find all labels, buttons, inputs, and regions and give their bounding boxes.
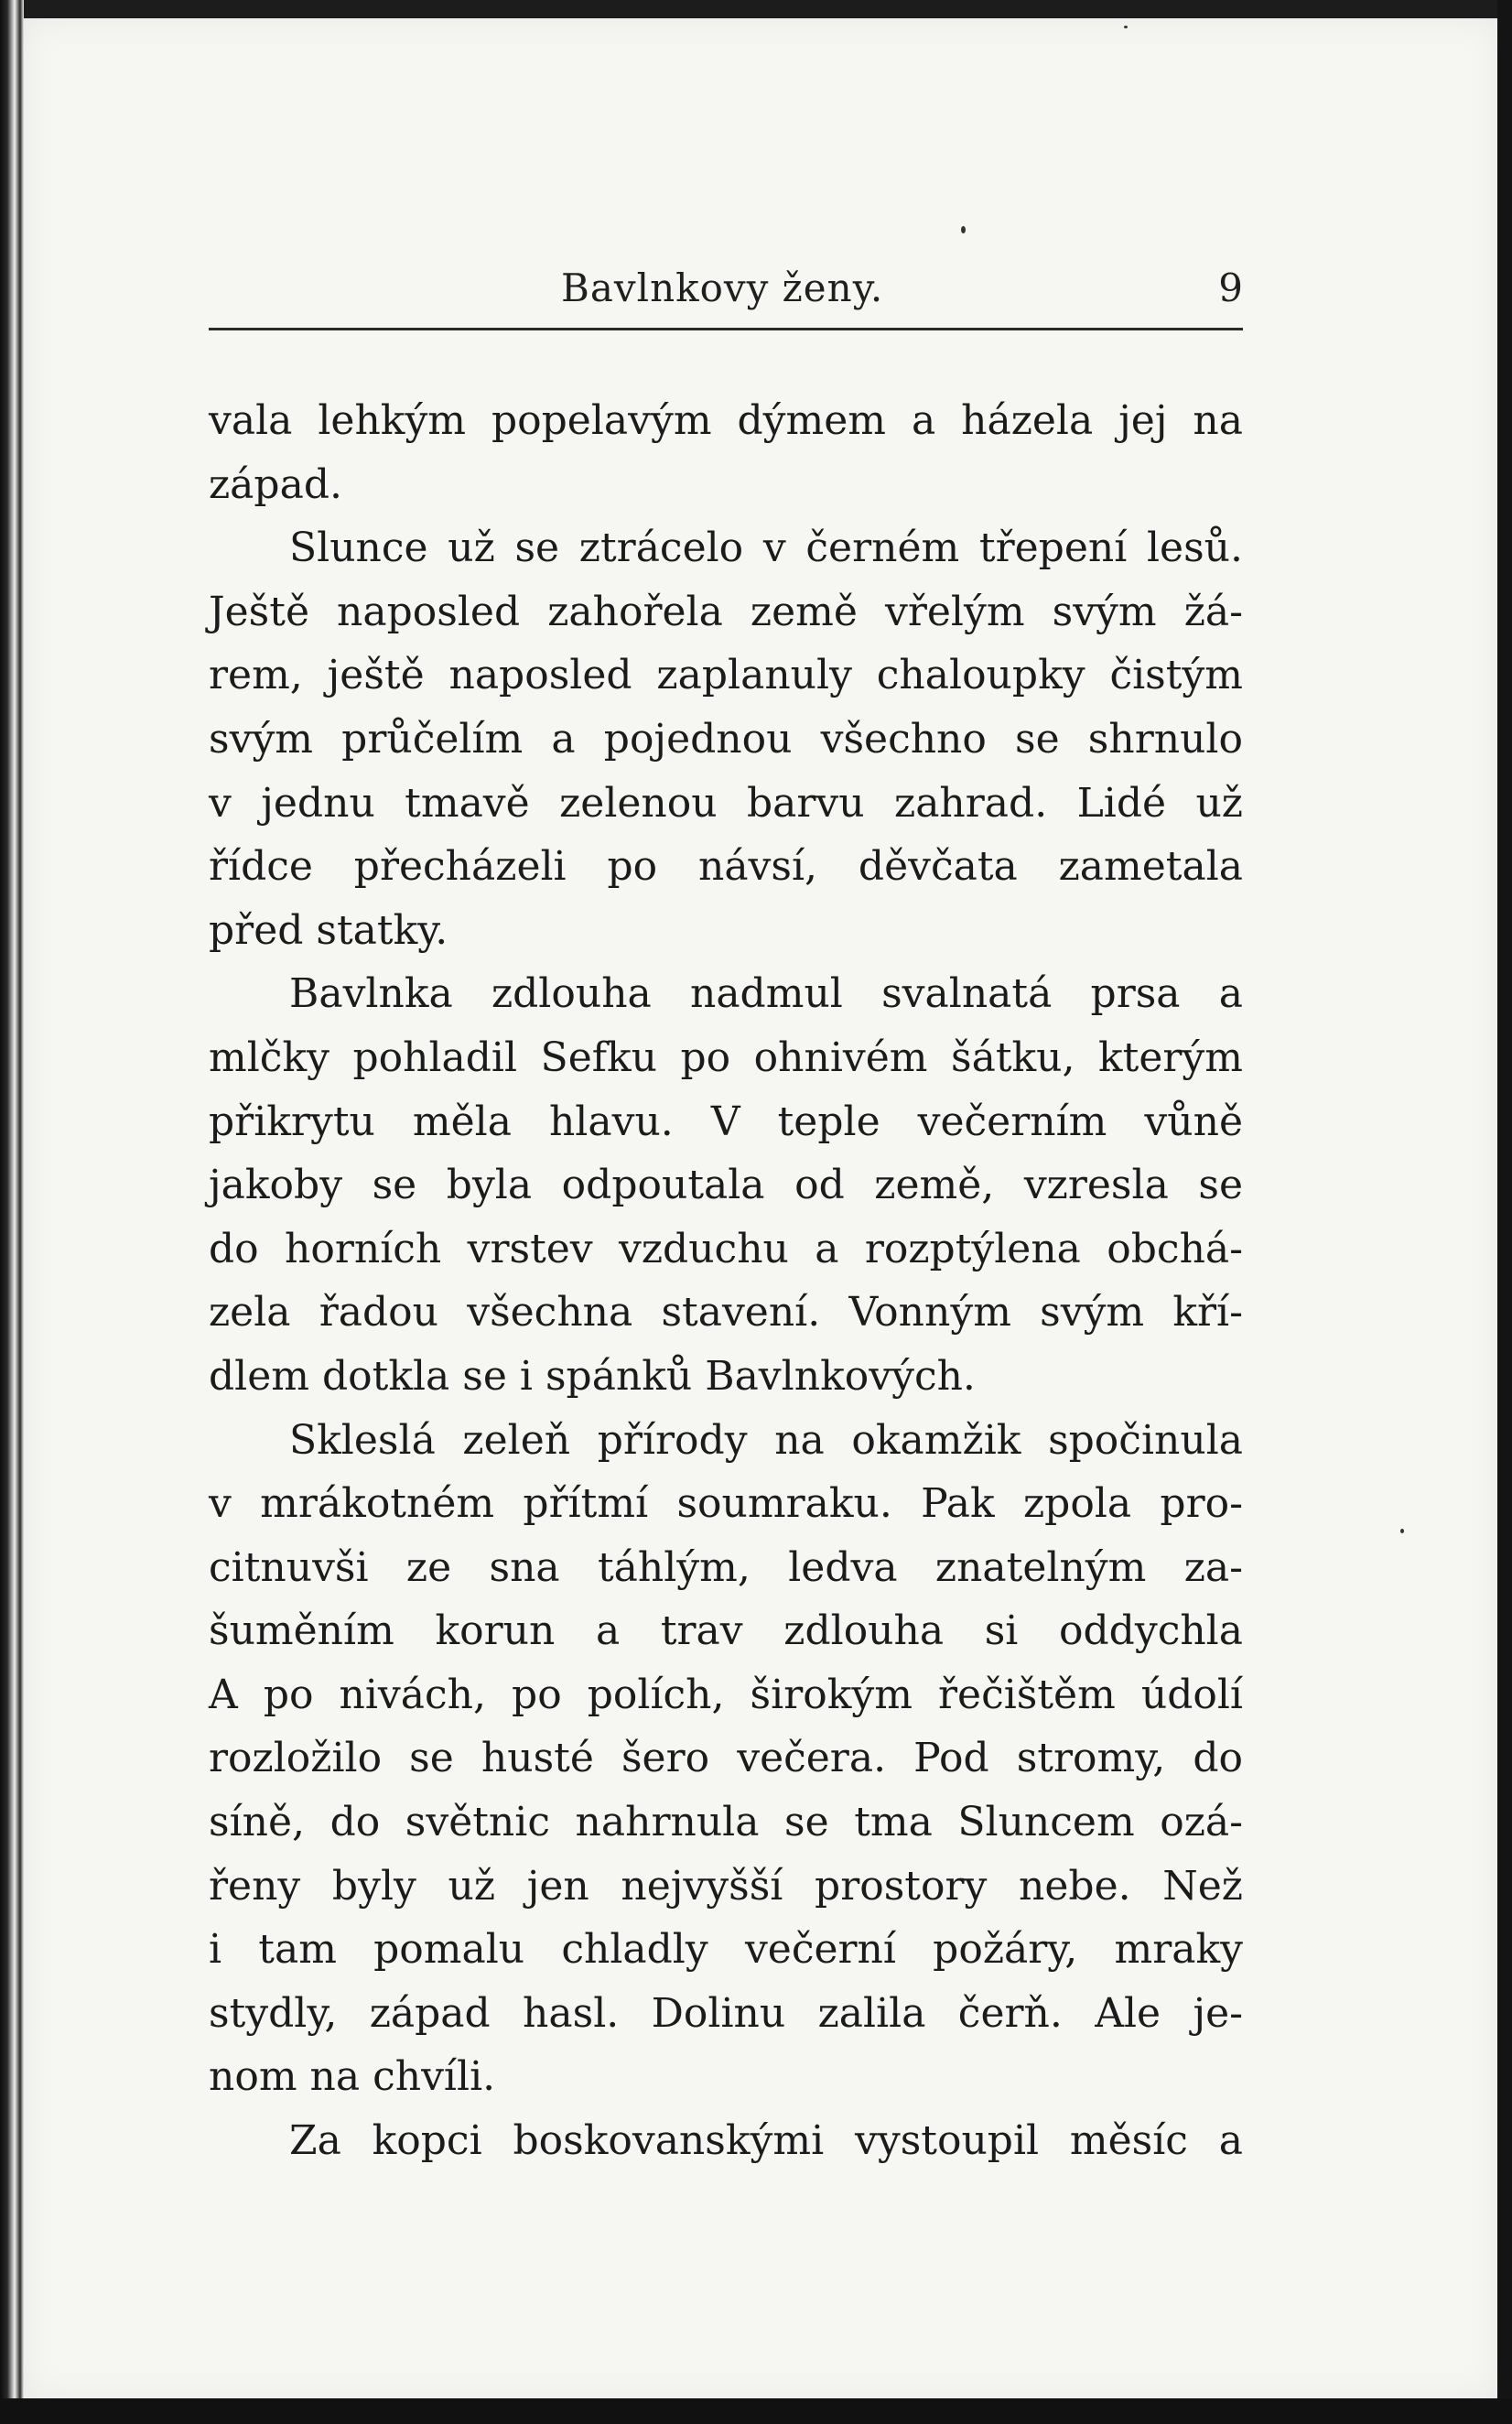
text-line: dlem dotkla se i spánků Bavlnkových. xyxy=(209,1352,976,1400)
header-rule xyxy=(209,328,1243,330)
text-line: mlčky pohladil Sefku po ohnivém šátku, kterým xyxy=(209,1033,1243,1081)
text-line: A po nivách, po polích, širokým řečištěm údolí xyxy=(209,1671,1243,1718)
text-line: citnuvši ze sna táhlým, ledva znatelným za- xyxy=(209,1543,1243,1591)
text-line: šuměním korun a trav zdlouha si oddychla xyxy=(209,1607,1243,1655)
ink-speck xyxy=(1400,1529,1404,1533)
text-line: Slunce už se ztrácelo v černém třepení lesů. xyxy=(289,525,1243,572)
running-title: Bavlnkovy ženy. xyxy=(561,265,884,310)
text-line: v mrákotném přítmí soumraku. Pak zpola pro- xyxy=(209,1480,1243,1528)
text-line: jakoby se byla odpoutala od země, vzresla se xyxy=(209,1162,1243,1209)
text-line: rozložilo se husté šero večera. Pod stromy, do xyxy=(209,1735,1243,1782)
text-line: v jednu tmavě zelenou barvu zahrad. Lidé už xyxy=(209,779,1243,827)
text-line: řídce přecházeli po návsí, děvčata zametala xyxy=(209,843,1243,891)
text-line: Ještě naposled zahořela země vřelým svým žá- xyxy=(209,588,1243,635)
running-header xyxy=(209,265,1243,330)
text-line: zela řadou všechna stavení. Vonným svým kří- xyxy=(209,1289,1243,1336)
text-line: západ. xyxy=(209,460,342,508)
text-line: Bavlnka zdlouha nadmul svalnatá prsa a xyxy=(289,970,1243,1018)
text-line: síně, do světnic nahrnula se tma Sluncem ozá- xyxy=(209,1799,1243,1846)
text-line: i tam pomalu chladly večerní požáry, mraky xyxy=(209,1926,1243,1974)
body-text xyxy=(209,389,1243,2173)
text-line: do horních vrstev vzduchu a rozptýlena obchá- xyxy=(209,1225,1243,1272)
ink-speck xyxy=(1124,26,1128,28)
page-number: 9 xyxy=(1218,265,1243,310)
text-line: vala lehkým popelavým dýmem a házela jej na xyxy=(209,397,1243,444)
text-line: rem, ještě naposled zaplanuly chaloupky čistým xyxy=(209,652,1243,699)
text-line: Skleslá zeleň přírody na okamžik spočinula xyxy=(289,1416,1243,1464)
text-line: nom na chvíli. xyxy=(209,2053,496,2101)
text-line: přikrytu měla hlavu. V teple večerním vůně xyxy=(209,1098,1243,1145)
text-line: řeny byly už jen nejvyšší prostory nebe. Než xyxy=(209,1862,1243,1910)
page-right-edge xyxy=(1497,0,1512,2424)
page-bottom-edge xyxy=(0,2398,1512,2424)
text-line: stydly, západ hasl. Dolinu zalila čerň. Ale je- xyxy=(209,1989,1243,2037)
ink-speck xyxy=(961,226,966,233)
text-line: svým průčelím a pojednou všechno se shrnulo xyxy=(209,715,1243,763)
text-line: před statky. xyxy=(209,906,448,954)
text-line: Za kopci boskovanskými vystoupil měsíc a xyxy=(289,2117,1243,2165)
page-left-edge xyxy=(0,0,24,2424)
